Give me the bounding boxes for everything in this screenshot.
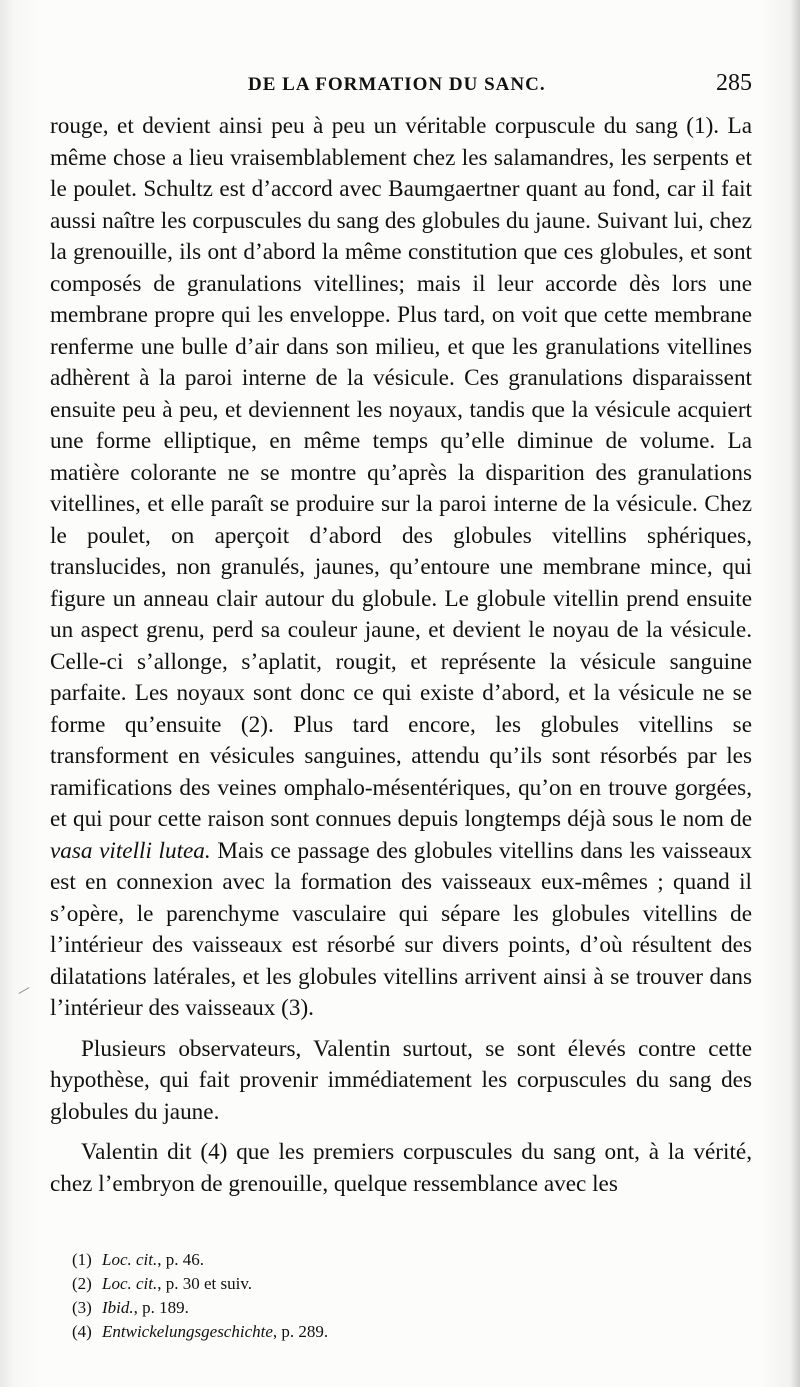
footnote-title: Entwickelungsgeschichte [102,1322,273,1341]
footnote-title: Loc. cit. [102,1250,158,1269]
footnote-number: (1) [72,1250,92,1269]
page-edge-shadow [790,0,800,1387]
footnote-number: (3) [72,1298,92,1317]
paragraph-3: Valentin dit (4) que les premiers corpuscules du sang ont, à la vérité, chez l’embryon de grenouille, quelque ressemblance avec les [50,1139,752,1197]
paragraph-2: Plusieurs observateurs, Valentin surtout, se sont élevés contre cette hypothèse, qui fait provenir immédiatement les corpuscules du sang des globules du jaune. [50,1035,752,1125]
footnote-text: , p. 30 et suiv. [157,1274,253,1293]
page-header [52,70,752,100]
paragraph-1-italic: vasa vitelli lutea. [50,837,211,864]
paragraph-1-text: rouge, et devient ainsi peu à peu un véritable corpuscule du sang (1). La même chose a lieu vraisemblablement chez les salamandres, les serpents et le poulet. Schultz est d’accord avec Baumgaertner quant au fond, car il fait aussi naître les corpuscules du sang des globules du jaune. Suivant lui, chez la grenouille, ils ont d’abord la même constitution que ces globules, et sont composés de granulations vitellines; mais il leur accorde dès lors une membrane propre qui les enveloppe. Plus tard, on voit que cette membrane renferme une bulle d’air dans son milieu, et que les granulations vitellines adhèrent à la paroi interne de la vésicule. Ces granulations disparaissent ensuite peu à peu, et deviennent les noyaux, tandis que la vésicule acquiert une forme elliptique, en même temps qu’elle diminue de volume. La matière colorante ne se montre qu’après la disparition des granulations vitellines, et elle paraît se produire sur la paroi interne de la vésicule. Chez le poulet, on aperçoit d’abord des globules vitellins sphériques, translucides, non granulés, jaunes, qu’entoure une membrane mince, qui figure un anneau clair autour du globule. Le globule vitellin prend ensuite un aspect grenu, perd sa couleur jaune, et devient le noyau de la vésicule. Celle-ci s’allonge, s’aplatit, rougit, et représente la vésicule sanguine parfaite. Les noyaux sont donc ce qui existe d’abord, et la vésicule ne se forme qu’ensuite (2). Plus tard encore, les globules vitellins se transforment en vésicules sanguines, attendu qu’ils sont résorbés par les ramifications des veines omphalo-mésentériques, qu’on en trouve gorgées, et qui pour cette raison sont connues depuis longtemps déjà sous le nom de [50,113,752,832]
footnote-title: Ibid. [102,1298,134,1317]
page-number: 285 [716,70,752,96]
footnote-text: , p. 46. [157,1250,204,1269]
footnote-number: (4) [72,1322,92,1341]
margin-mark [19,987,30,994]
footnote [72,1248,732,1272]
footnotes [72,1248,732,1344]
paragraph-1-text-end: Mais ce passage des globules vitellins dans les vaisseaux est en connexion avec la formation des vaisseaux eux-mêmes ; quand il s’opère, le parenchyme vasculaire qui sépare les globules vitellins de l’intérieur des vaisseaux est résorbé sur divers points, d’où résultent des dilatations latérales, et les globules vitellins arrivent ainsi à se trouver dans l’intérieur des vaisseaux (3). [50,837,752,1021]
footnote [72,1320,732,1344]
running-head: DE LA FORMATION DU SANC. [248,74,546,95]
paragraph-1 [50,111,752,1025]
footnote-title: Loc. cit. [102,1274,158,1293]
footnote [72,1296,732,1320]
footnote [72,1272,732,1296]
footnote-text: , p. 189. [133,1298,189,1317]
body-text [50,111,752,1200]
footnote-number: (2) [72,1274,92,1293]
footnote-text: , p. 289. [272,1322,329,1341]
